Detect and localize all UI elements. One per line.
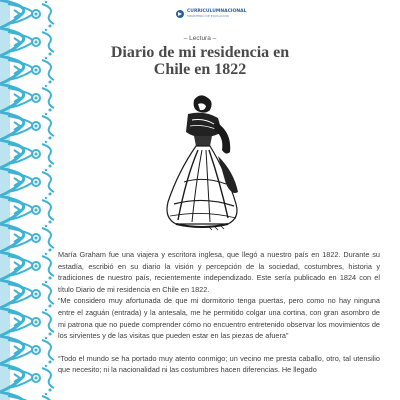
woman-engraving-icon xyxy=(148,92,252,232)
title-line-1: Diario de mi residencia en xyxy=(110,44,290,61)
logo-wordmark xyxy=(187,10,247,18)
reading-body xyxy=(58,249,380,376)
page-title xyxy=(90,44,310,78)
brand-logo xyxy=(176,10,247,18)
paragraph-quote-1: “Me considero muy afortunada de que mi dormitorio tenga puertas, pero como no hay ninguna entre el zaguán (entrada) y la antesala, me he permitido colgar una cortina, con gran asombro de mi patrona que no puede comprender cómo no encuentro entretenido observar los movimientos de los sirvientes y de las visitas que pueden estar en las piezas de afuera” xyxy=(58,296,380,341)
paragraph-quote-2: “Todo el mundo se ha portado muy atento conmigo; un vecino me presta caballo, otro, tal utensilio que necesito; ni la nacionalidad ni las costumbres hacen diferencias. He llegado xyxy=(58,353,380,375)
title-line-2: Chile en 1822 xyxy=(153,61,247,78)
section-kicker: – Lectura – xyxy=(183,35,217,42)
logo-name: CURRICULUMNACIONAL xyxy=(187,9,247,15)
logo-subtitle: MINISTERIO DE EDUCACIÓN xyxy=(187,13,229,18)
paragraph-intro: María Graham fue una viajera y escritora inglesa, que llegó a nuestro país en 1822. Durante su estadía, escribió en su diario la visión y percepción de la sociedad, costumbres, historia y tradiciones de nuestro país, recientemente independizado. Este sería publicado en 1824 con el título Diario de mi residencia en Chile en 1822. xyxy=(58,250,380,294)
logo-mark-icon xyxy=(176,10,184,18)
ornamental-border xyxy=(0,0,60,400)
